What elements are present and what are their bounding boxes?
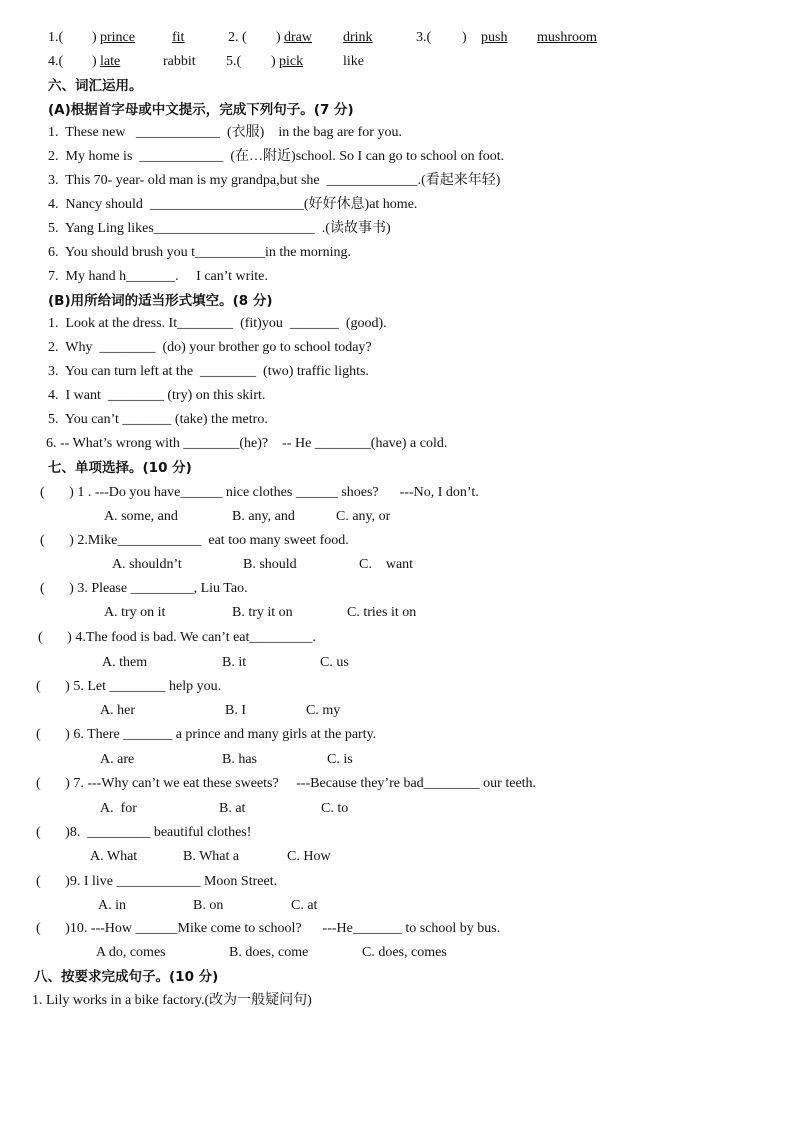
mc-9-option-c: C. at [291,898,318,913]
phonics-word-5a: pick [279,54,304,69]
s6a-item-2: 2. My home is ____________ (在…附近)school. So I can go to school on foot. [48,149,505,164]
mc-4-option-b: B. it [222,655,247,670]
mc-7-option-b: B. at [219,801,246,816]
phonics-num-2: 2. ( [228,30,247,45]
section-6-title: 六、词汇运用。 [48,78,143,94]
mc-7-option-a: A. for [100,801,137,816]
mc-question-3: ( ) 3. Please _________, Liu Tao. [40,581,248,596]
mc-2-option-a: A. shouldn’t [112,557,182,572]
mc-5-option-b: B. I [225,703,246,718]
s6a-item-5: 5. Yang Ling likes_______________________ .(读故事书) [48,221,391,236]
mc-question-8: ( )8. _________ beautiful clothes! [36,825,252,840]
phonics-word-2a: draw [284,30,312,45]
mc-1-option-a: A. some, and [104,509,178,524]
s6a-item-3: 3. This 70- year- old man is my grandpa,but she _____________.(看起来年轻) [48,173,501,188]
mc-3-option-b: B. try it on [232,605,293,620]
phonics-paren-4: ) [92,54,97,69]
section-6b-title: (B)用所给词的适当形式填空。(8 分) [48,293,273,309]
phonics-word-1b: fit [172,30,185,45]
phonics-paren-1: ) [92,30,97,45]
mc-10-option-b: B. does, come [229,945,309,960]
s6b-item-6: 6. -- What’s wrong with ________(he)? -- He ________(have) a cold. [46,436,448,451]
s6b-item-1: 1. Look at the dress. It________ (fit)you _______ (good). [48,316,387,331]
phonics-num-3: 3.( [416,30,432,45]
mc-question-2: ( ) 2.Mike____________ eat too many sweet food. [40,533,349,548]
mc-10-option-c: C. does, comes [362,945,447,960]
s6a-item-1: 1. These new ____________ (衣服) in the bag are for you. [48,125,402,140]
mc-9-option-b: B. on [193,898,224,913]
mc-6-option-b: B. has [222,752,257,767]
mc-1-option-c: C. any, or [336,509,391,524]
s6a-item-4: 4. Nancy should ______________________(好好休息)at home. [48,197,418,212]
s6b-item-5: 5. You can’t _______ (take) the metro. [48,412,268,427]
mc-question-9: ( )9. I live ____________ Moon Street. [36,874,278,889]
phonics-num-5: 5.( [226,54,242,69]
mc-1-option-b: B. any, and [232,509,295,524]
mc-5-option-a: A. her [100,703,135,718]
mc-question-5: ( ) 5. Let ________ help you. [36,679,222,694]
mc-5-option-c: C. my [306,703,341,718]
phonics-word-5b: like [343,54,364,69]
phonics-word-4b: rabbit [163,54,196,69]
phonics-paren-5: ) [271,54,276,69]
mc-question-10: ( )10. ---How ______Mike come to school? ---He_______ to school by bus. [36,921,501,936]
mc-9-option-a: A. in [98,898,126,913]
s6b-item-3: 3. You can turn left at the ________ (two) traffic lights. [48,364,369,379]
s8-item-1: 1. Lily works in a bike factory.(改为一般疑问句) [32,993,312,1008]
phonics-num-1: 1.( [48,30,64,45]
mc-question-1: ( ) 1 . ---Do you have______ nice clothes ______ shoes? ---No, I don’t. [40,485,479,500]
mc-6-option-a: A. are [100,752,135,767]
mc-3-option-a: A. try on it [104,605,166,620]
mc-2-option-c: C. want [359,557,414,572]
s6b-item-2: 2. Why ________ (do) your brother go to school today? [48,340,372,355]
mc-2-option-b: B. should [243,557,297,572]
mc-8-option-a: A. What [90,849,138,864]
section-7-title: 七、单项选择。(10 分) [48,460,192,476]
phonics-word-4a: late [100,54,121,69]
mc-4-option-a: A. them [102,655,148,670]
mc-8-option-b: B. What a [183,849,240,864]
phonics-num-4: 4.( [48,54,64,69]
mc-3-option-c: C. tries it on [347,605,417,620]
phonics-word-3b: mushroom [537,30,597,45]
section-6a-title: (A)根据首字母或中文提示，完成下列句子。(7 分) [48,102,354,118]
s6a-item-7: 7. My hand h_______. I can’t write. [48,269,268,284]
mc-question-4: ( ) 4.The food is bad. We can’t eat_________. [38,630,316,645]
s6a-item-6: 6. You should brush you t__________in the morning. [48,245,351,260]
mc-question-6: ( ) 6. There _______ a prince and many girls at the party. [36,727,377,742]
mc-7-option-c: C. to [321,801,349,816]
s6b-item-4: 4. I want ________ (try) on this skirt. [48,388,266,403]
mc-10-option-a: A do, comes [96,945,166,960]
mc-8-option-c: C. How [287,849,331,864]
mc-6-option-c: C. is [327,752,353,767]
phonics-word-1a: prince [100,30,135,45]
mc-4-option-c: C. us [320,655,349,670]
phonics-paren-2: ) [276,30,281,45]
phonics-word-2b: drink [343,30,373,45]
section-8-title: 八、按要求完成句子。(10 分) [34,969,219,985]
phonics-word-3a: push [481,30,508,45]
phonics-paren-3: ) [462,30,467,45]
mc-question-7: ( ) 7. ---Why can’t we eat these sweets? ---Because they’re bad________ our teeth. [36,776,537,791]
